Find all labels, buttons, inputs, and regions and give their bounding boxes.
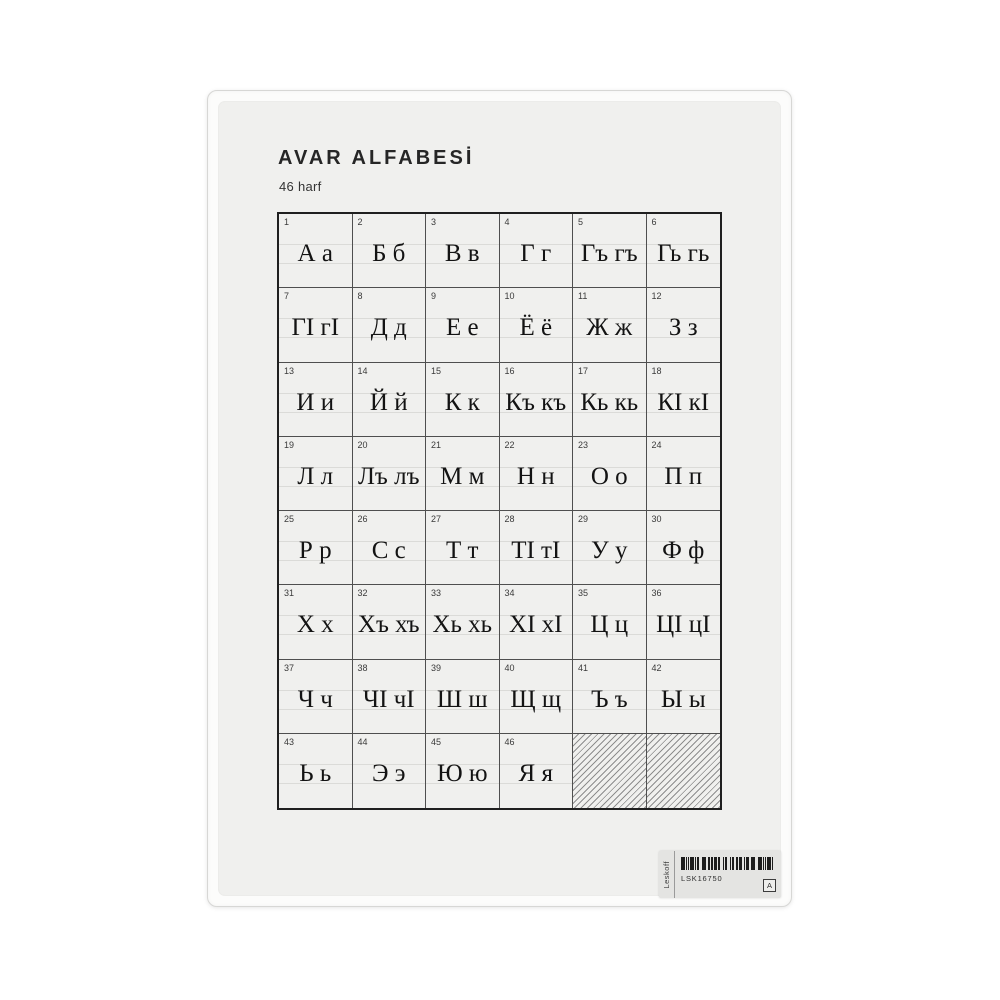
alphabet-cell bbox=[426, 214, 500, 288]
alphabet-cell bbox=[500, 214, 574, 288]
alphabet-cell bbox=[353, 363, 427, 437]
brand-name-text: Leskoff bbox=[662, 860, 671, 889]
alphabet-cell bbox=[647, 437, 721, 511]
cell-number: 25 bbox=[284, 514, 295, 524]
alphabet-cell bbox=[426, 660, 500, 734]
alphabet-cell bbox=[426, 585, 500, 659]
cell-number: 6 bbox=[651, 217, 657, 227]
cell-letters: Ы ы bbox=[660, 685, 706, 713]
cell-number: 42 bbox=[651, 662, 662, 673]
cell-number: 27 bbox=[431, 514, 442, 524]
hatched-empty-cell bbox=[647, 734, 721, 808]
cell-letters: Хъ хъ bbox=[357, 611, 420, 639]
alphabet-cell bbox=[573, 585, 647, 659]
alphabet-cell bbox=[573, 660, 647, 734]
brand-name bbox=[659, 851, 675, 898]
alphabet-cell bbox=[426, 363, 500, 437]
cell-letters: У у bbox=[591, 537, 628, 564]
cell-number: 12 bbox=[651, 291, 662, 302]
cell-letters: В в bbox=[444, 240, 480, 267]
cell-number: 18 bbox=[651, 365, 662, 376]
cell-letters: Е е bbox=[445, 314, 479, 342]
alphabet-cell bbox=[279, 363, 353, 437]
cell-number: 5 bbox=[578, 217, 584, 227]
cell-letters: ГI гI bbox=[291, 314, 340, 342]
cell-number: 32 bbox=[357, 588, 368, 599]
cell-number: 10 bbox=[504, 291, 515, 302]
alphabet-cell bbox=[426, 288, 500, 362]
cell-letters: О о bbox=[590, 462, 628, 490]
cell-number: 30 bbox=[651, 514, 662, 524]
cell-letters: Ц ц bbox=[590, 611, 629, 639]
cell-letters: Э э bbox=[372, 759, 406, 787]
cell-letters: С с bbox=[371, 537, 406, 564]
cell-letters: Р р bbox=[298, 537, 332, 564]
cell-number: 24 bbox=[651, 439, 662, 450]
cell-letters: ЧI чI bbox=[362, 685, 415, 713]
cell-number: 21 bbox=[431, 439, 442, 450]
cell-number: 37 bbox=[284, 662, 295, 673]
alphabet-cell bbox=[647, 585, 721, 659]
cell-letters: Я я bbox=[518, 759, 553, 787]
cell-letters: Л л bbox=[297, 462, 334, 490]
cell-number: 14 bbox=[357, 365, 368, 376]
cell-number: 43 bbox=[284, 736, 295, 747]
cell-letters: З з bbox=[668, 314, 698, 342]
alphabet-cell bbox=[353, 511, 427, 585]
product-label bbox=[659, 851, 781, 898]
cell-letters: Ё ё bbox=[519, 314, 553, 342]
alphabet-cell bbox=[573, 437, 647, 511]
cell-letters: Й й bbox=[369, 388, 408, 416]
alphabet-cell bbox=[353, 288, 427, 362]
alphabet-cell bbox=[279, 585, 353, 659]
alphabet-cell bbox=[353, 585, 427, 659]
cell-letters: П п bbox=[664, 462, 703, 490]
alphabet-cell bbox=[279, 734, 353, 808]
cell-letters: Д д bbox=[370, 314, 407, 342]
alphabet-cell bbox=[500, 288, 574, 362]
cell-letters: ЦI цI bbox=[656, 611, 711, 639]
cell-letters: ХI хI bbox=[509, 611, 563, 639]
cell-letters: Г г bbox=[520, 240, 552, 267]
cell-number: 33 bbox=[431, 588, 442, 599]
poster-title: AVAR ALFABESİ bbox=[278, 147, 475, 169]
alphabet-cell bbox=[279, 214, 353, 288]
alphabet-cell bbox=[573, 288, 647, 362]
alphabet-grid bbox=[277, 212, 722, 810]
poster-sheet bbox=[218, 101, 781, 896]
cell-letters: Ъ ъ bbox=[590, 685, 628, 713]
alphabet-cell bbox=[353, 660, 427, 734]
cell-number: 13 bbox=[284, 365, 295, 376]
product-code: LSK16750 bbox=[681, 874, 723, 883]
cell-letters: А а bbox=[297, 240, 333, 267]
cell-letters: Гь гь bbox=[657, 240, 710, 267]
alphabet-cell bbox=[353, 437, 427, 511]
cell-number: 17 bbox=[578, 365, 589, 376]
alphabet-cell bbox=[573, 214, 647, 288]
cell-number: 35 bbox=[578, 588, 589, 599]
alphabet-cell bbox=[647, 363, 721, 437]
poster-subtitle: 46 harf bbox=[279, 179, 322, 194]
cell-letters: Т т bbox=[446, 537, 479, 564]
alphabet-cell bbox=[500, 660, 574, 734]
cell-letters: К к bbox=[444, 388, 480, 416]
cell-letters: И и bbox=[296, 388, 335, 416]
cell-letters: М м bbox=[440, 462, 485, 490]
cell-number: 38 bbox=[357, 662, 368, 673]
label-main bbox=[675, 851, 781, 898]
cell-letters: Ш ш bbox=[436, 685, 488, 713]
alphabet-cell bbox=[500, 511, 574, 585]
cell-number: 3 bbox=[431, 217, 437, 227]
cell-number: 41 bbox=[578, 662, 589, 673]
cell-letters: Гъ гъ bbox=[580, 240, 638, 267]
cell-letters: Б б bbox=[372, 240, 406, 267]
alphabet-cell bbox=[647, 214, 721, 288]
cell-number: 45 bbox=[431, 736, 442, 747]
cell-number: 8 bbox=[357, 291, 363, 302]
alphabet-cell bbox=[500, 437, 574, 511]
cell-number: 2 bbox=[357, 217, 363, 227]
alphabet-cell bbox=[426, 734, 500, 808]
cell-letters: Ф ф bbox=[662, 537, 705, 564]
cell-letters: Н н bbox=[516, 462, 555, 490]
cell-number: 11 bbox=[578, 291, 588, 302]
size-letter-badge: A bbox=[763, 879, 776, 892]
cell-letters: ТI тI bbox=[511, 537, 561, 564]
cell-letters: Х х bbox=[296, 611, 334, 639]
cell-number: 16 bbox=[504, 365, 515, 376]
cell-number: 1 bbox=[284, 217, 290, 227]
cell-letters: Ж ж bbox=[586, 314, 633, 342]
cell-number: 19 bbox=[284, 439, 295, 450]
cell-number: 22 bbox=[504, 439, 515, 450]
cell-number: 34 bbox=[504, 588, 515, 599]
cell-letters: Щ щ bbox=[510, 685, 562, 713]
alphabet-cell bbox=[500, 585, 574, 659]
cell-letters: Хь хь bbox=[432, 611, 493, 639]
alphabet-cell bbox=[500, 734, 574, 808]
cell-number: 15 bbox=[431, 365, 442, 376]
alphabet-cell bbox=[279, 660, 353, 734]
cell-letters: Къ къ bbox=[505, 388, 567, 416]
cell-letters: Лъ лъ bbox=[357, 462, 420, 490]
cell-number: 31 bbox=[284, 588, 295, 599]
barcode bbox=[681, 857, 773, 870]
cell-letters: Кь кь bbox=[580, 388, 639, 416]
alphabet-cell bbox=[426, 511, 500, 585]
poster bbox=[207, 90, 792, 907]
cell-number: 44 bbox=[357, 736, 368, 747]
alphabet-cell bbox=[573, 511, 647, 585]
cell-number: 39 bbox=[431, 662, 442, 673]
cell-number: 46 bbox=[504, 736, 515, 747]
alphabet-cell bbox=[647, 511, 721, 585]
alphabet-cell bbox=[573, 363, 647, 437]
cell-letters: Ь ь bbox=[299, 759, 332, 787]
hatched-empty-cell bbox=[573, 734, 647, 808]
cell-letters: Ю ю bbox=[436, 759, 488, 787]
alphabet-cell bbox=[279, 288, 353, 362]
cell-number: 36 bbox=[651, 588, 662, 599]
cell-letters: КI кI bbox=[657, 388, 710, 416]
cell-number: 9 bbox=[431, 291, 437, 302]
alphabet-cell bbox=[426, 437, 500, 511]
alphabet-cell bbox=[279, 511, 353, 585]
cell-number: 26 bbox=[357, 514, 368, 524]
cell-number: 29 bbox=[578, 514, 589, 524]
cell-number: 28 bbox=[504, 514, 515, 524]
cell-letters: Ч ч bbox=[297, 685, 333, 713]
cell-number: 20 bbox=[357, 439, 368, 450]
alphabet-cell bbox=[647, 660, 721, 734]
cell-number: 4 bbox=[504, 217, 510, 227]
cell-number: 7 bbox=[284, 291, 290, 302]
cell-number: 23 bbox=[578, 439, 589, 450]
alphabet-cell bbox=[353, 734, 427, 808]
alphabet-cell bbox=[279, 437, 353, 511]
cell-number: 40 bbox=[504, 662, 515, 673]
alphabet-cell bbox=[647, 288, 721, 362]
alphabet-cell bbox=[353, 214, 427, 288]
alphabet-cell bbox=[500, 363, 574, 437]
